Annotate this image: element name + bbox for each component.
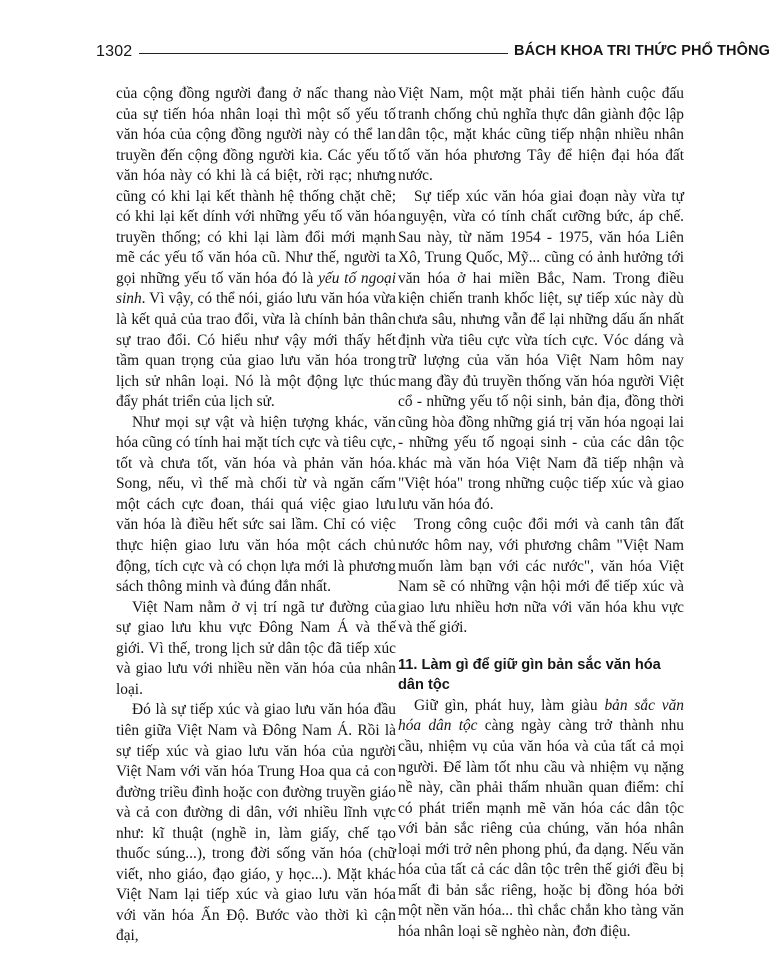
header-rule bbox=[139, 53, 508, 54]
paragraph: Như mọi sự vật và hiện tượng khác, văn hóa cũng có tính hai mặt tích cực và tiêu cực, tốt và chưa tốt, văn hóa và phản văn hóa. Song, nếu, vì thế mà chối từ và ngăn cấm một cách cực đoan, thái quá việc giao lưu văn hóa là điều hết sức sai lầm. Chỉ có việc thực hiện giao lưu văn hóa một cách chủ động, tích cực và có chọn lựa mới là phương sách thông minh và đúng đắn nhất. bbox=[116, 413, 396, 596]
paragraph-text: Giữ gìn, phát huy, làm giàu bbox=[414, 696, 605, 714]
paragraph bbox=[116, 84, 396, 413]
italic-term: yếu tố ngoại sinh bbox=[116, 269, 396, 308]
page-header bbox=[96, 43, 770, 67]
running-title: BÁCH KHOA TRI THỨC PHỔ THÔNG bbox=[514, 43, 770, 59]
paragraph bbox=[398, 696, 684, 943]
paragraph-text: của cộng đồng người đang ở nấc thang nào của sự tiến hóa nhân loại thì một số yếu tố văn hóa của cộng đồng người này có thể lan truyền đến cộng đồng người kia. Các yếu tố văn hóa này có khi là cá biệt, rời rạc; nhưng cũng có khi lại kết thành hệ thống chặt chẽ; có khi lại kết dính với những yếu tố văn hóa truyền thống; có khi lại làm đổi mới mạnh mẽ các yếu tố văn hóa cũ. Như thế, người ta gọi những yếu tố văn hóa đó là bbox=[116, 85, 396, 287]
page-number: 1302 bbox=[96, 43, 133, 60]
left-column bbox=[116, 84, 396, 947]
paragraph: Việt Nam, một mặt phải tiến hành cuộc đấu tranh chống chủ nghĩa thực dân giành độc lập dân tộc, mặt khác cũng tiếp nhận nhiều nhân tố văn hóa phương Tây để hiện đại hóa đất nước. bbox=[398, 85, 684, 185]
paragraph: Sự tiếp xúc văn hóa giai đoạn này vừa tự nguyện, vừa có tính chất cưỡng bức, áp chế. Sau này, từ năm 1954 - 1975, văn hóa Liên Xô, Trung Quốc, Mỹ... cũng có ảnh hưởng tới văn hóa ở hai miền Bắc, Nam. Trong điều kiện chiến tranh khốc liệt, sự tiếp xúc này dù chưa sâu, nhưng vẫn để lại những dấu ấn nhất định vừa tiêu cực vừa tích cực. Vóc dáng và trữ lượng của văn hóa Việt Nam hôm nay mang đầy đủ truyền thống văn hóa người Việt cổ - những yếu tố nội sinh, bản địa, đồng thời cũng hòa đồng những giá trị văn hóa ngoại lai - những yếu tố ngoại sinh - của các dân tộc khác mà văn hóa Việt Nam đã tiếp nhận và "Việt hóa" trong những cuộc tiếp xúc và giao lưu văn hóa đó. bbox=[398, 187, 684, 513]
section-heading: 11. Làm gì để giữ gìn bản sắc văn hóa dân tộc bbox=[398, 656, 661, 694]
paragraph: Trong công cuộc đổi mới và canh tân đất nước hôm nay, với phương châm "Việt Nam muốn làm bạn với các nước", văn hóa Việt Nam sẽ có những vận hội mới để tiếp xúc và giao lưu nhiều hơn nữa với văn hóa khu vực và thế giới. bbox=[398, 516, 684, 637]
paragraph: Việt Nam nằm ở vị trí ngã tư đường của sự giao lưu khu vực Đông Nam Á và thế giới. Vì thế, trong lịch sử dân tộc đã tiếp xúc và giao lưu với nhiều nền văn hóa của nhân loại. bbox=[116, 598, 396, 698]
italic-term: bản sắc văn hóa dân tộc bbox=[398, 696, 684, 735]
paragraph-text: . Vì vậy, có thể nói, giáo lưu văn hóa vừa là kết quả của trao đổi, vừa là chính bản thân sự trao đổi. Có hiểu như vậy mới thấy hết tầm quan trọng của giao lưu văn hóa trong lịch sử nhân loại. Nó là một động lực thúc đẩy phát triển của lịch sử. bbox=[116, 290, 396, 411]
right-column bbox=[398, 84, 684, 942]
paragraph-text: càng ngày càng trở thành nhu cầu, nhiệm vụ của văn hóa và của tất cả mọi người. Để làm tốt nhu cầu và nhiệm vụ nặng nề này, cần phải thấm nhuần quan điểm: chỉ có phát triển mạnh mẽ văn hóa các dân tộc với bản sắc riêng của chúng, văn hóa nhân loại mới trở nên phong phú, đa dạng. Nếu văn hóa của tất cả các dân tộc trên thế giới đều bị mất đi bản sắc riêng, hoặc bị đồng hóa bởi một nền văn hóa... thì chắc chắn kho tàng văn hóa nhân loại sẽ nghèo nàn, đơn điệu. bbox=[398, 717, 685, 940]
paragraph: Đó là sự tiếp xúc và giao lưu văn hóa đầu tiên giữa Việt Nam và Đông Nam Á. Rồi là sự tiếp xúc và giao lưu văn hóa của người Việt Nam với văn hóa Trung Hoa qua cả con đường triều đình hoặc con đường truyền giáo và cả con đường di dân, với nhiều lĩnh vực như: kĩ thuật (nghề in, làm giấy, chế tạo thuốc súng...), trong đời sống văn hóa (chữ viết, nho giáo, đạo giáo, y học...). Mặt khác Việt Nam lại tiếp xúc và giao lưu văn hóa với văn hóa Ấn Độ. Bước vào thời kì cận đại, bbox=[116, 701, 396, 945]
